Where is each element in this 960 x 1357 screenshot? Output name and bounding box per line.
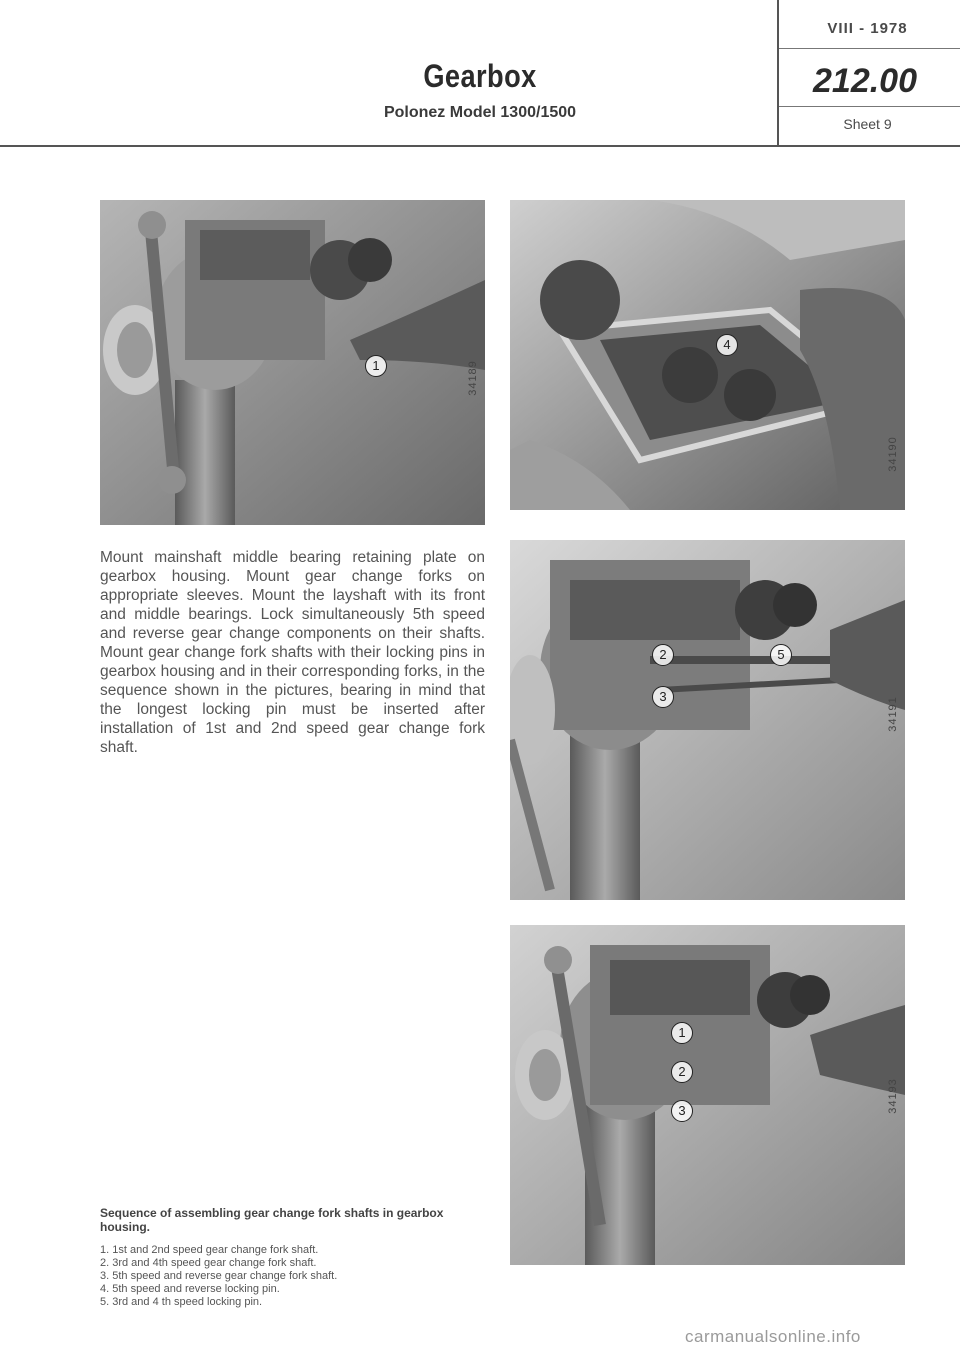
header-rule [0,145,960,147]
caption-item: 3. 5th speed and reverse gear change fork shaft. [100,1270,338,1282]
gearbox-open-housing-image [510,200,905,510]
figure-photo-2 [510,200,905,510]
revision-label: VIII - 1978 [827,20,908,37]
body-paragraph: Mount mainshaft middle bearing retaining plate on gearbox housing. Mount gear change forks on appropriate sleeves. Mount the layshaft with its front and middle bearings. Lock simultaneously 5th speed and reverse gear change components on their shafts. Mount gear change fork shafts with their locking pins in gearbox housing and in their corresponding forks, in the sequence shown in the pictures, bearing in mind that the longest locking pin must be inserted after installation of 1st and 2nd speed gear change fork shaft. [100,549,485,756]
figure-photo-3 [510,540,905,900]
page-title: Gearbox [423,58,537,94]
figure-photo-1 [100,200,485,525]
figure-number-34193: 34193 [886,1078,899,1114]
figure-photo-4 [510,925,905,1265]
watermark: carmanualsonline.info [685,1327,861,1346]
caption-title: Sequence of assembling gear change fork shafts in gearbox housing. [100,1206,444,1234]
gearbox-fork-shafts-image [510,540,905,900]
gearbox-stand-image [100,200,485,525]
sheet-label: Sheet 9 [843,116,892,132]
figure-number-34191: 34191 [886,696,899,732]
caption-list [100,1244,485,1309]
callout-2: 2 [652,644,674,666]
page-subtitle: Polonez Model 1300/1500 [383,104,577,121]
number-rule [779,106,960,107]
callout-4: 4 [716,334,738,356]
callout-1: 1 [365,355,387,377]
revision-rule [779,48,960,49]
header-divider [777,0,779,145]
caption-item: 5. 3rd and 4 th speed locking pin. [100,1296,263,1308]
figure-number-34189: 34189 [466,360,479,396]
gearbox-assembled-shafts-image [510,925,905,1265]
callout-3-fig4: 3 [671,1100,693,1122]
document-number: 212.00 [813,62,917,100]
caption-item: 2. 3rd and 4th speed gear change fork shaft. [100,1257,317,1269]
figure-number-34190: 34190 [886,436,899,472]
callout-3: 3 [652,686,674,708]
caption-item: 4. 5th speed and reverse locking pin. [100,1283,280,1295]
caption-item: 1. 1st and 2nd speed gear change fork shaft. [100,1244,319,1256]
callout-2-fig4: 2 [671,1061,693,1083]
callout-5: 5 [770,644,792,666]
callout-1-fig4: 1 [671,1022,693,1044]
